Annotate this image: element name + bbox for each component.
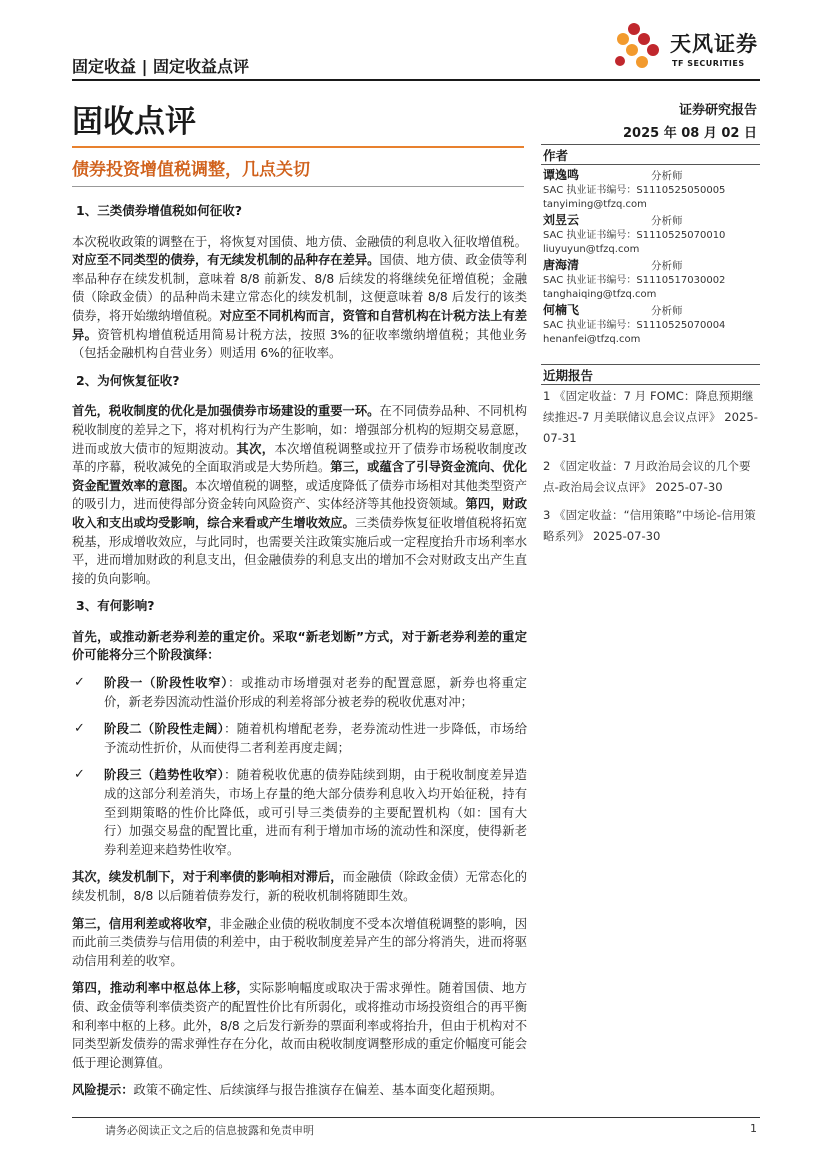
subtitle-rule bbox=[72, 186, 524, 187]
text-run: 实际影响幅度或取决于需求弹性。随着国债、地方债、政金债等利率债类资产的配置性价比有所弱化，或将推动市场投资组合的再平衡和利率中枢的上移。此外，8/8 之后发行新券的票面利率或将抬升，但由于机构对不同类型新发债券的需求弹性存在分化，故而由税收制度调整形成的重定价幅度可能会低于理论测算值。 bbox=[72, 981, 527, 1070]
author-email[interactable]: tanghaiqing@tfzq.com bbox=[543, 289, 657, 300]
bold-run: 其次， bbox=[236, 441, 275, 456]
author-cert: SAC 执业证书编号：S1110525070004 bbox=[543, 320, 726, 331]
author-entry bbox=[543, 168, 761, 212]
logo-english-name: TF SECURITIES bbox=[672, 59, 745, 68]
text-run: ：或推动市场增强对老券的配置意愿，新券也将重定价，新老券因流动性溢价形成的利差将部分被老券的税收优惠对冲； bbox=[104, 676, 527, 709]
bold-run: 第三，信用利差或将收窄， bbox=[72, 916, 220, 931]
recent-reports-heading: 近期报告 bbox=[543, 368, 594, 383]
bold-run: 对应至不同机构而言，资管和自营机构在计税方法上有差异。 bbox=[72, 308, 528, 342]
checkmark-icon: ✓ bbox=[74, 675, 85, 691]
author-name: 何楠飞 bbox=[543, 303, 580, 317]
bold-run: 第三，或蕴含了引导资金流向、优化资金配置效率的意图。 bbox=[72, 460, 528, 493]
author-role: 分析师 bbox=[651, 215, 683, 227]
section-heading-1: 1、三类债券增值税如何征收? bbox=[76, 203, 242, 218]
list-item bbox=[72, 674, 527, 711]
bold-run: 第四，推动利率中枢总体上移， bbox=[72, 981, 250, 996]
author-email[interactable]: tanyiming@tfzq.com bbox=[543, 199, 647, 210]
author-role: 分析师 bbox=[651, 305, 683, 317]
bold-run: 第四，财政收入和支出或均受影响，综合来看或产生增收效应。 bbox=[72, 497, 528, 530]
header-rule bbox=[72, 79, 760, 81]
report-type: 证券研究报告 bbox=[678, 103, 757, 118]
logo-mark-icon bbox=[612, 22, 668, 70]
report-subtitle: 债券投资增值税调整，几点关切 bbox=[72, 160, 310, 180]
text-run: 本次增值税的调整，或适度降低了债券市场相对其他类型资产的吸引力，进而使得部分资金转向风险资产、实体经济等其他投资领域。 bbox=[72, 478, 528, 512]
checkmark-icon: ✓ bbox=[74, 767, 85, 783]
bold-run: 阶段二（阶段性走阔） bbox=[104, 722, 225, 737]
section-heading-3: 3、有何影响? bbox=[76, 598, 155, 614]
recent-reports-list bbox=[543, 386, 761, 554]
author-entry bbox=[543, 258, 761, 302]
author-name: 刘昱云 bbox=[543, 213, 580, 227]
paragraph-1 bbox=[72, 233, 527, 363]
recent-heading-rule bbox=[541, 384, 760, 385]
text-run: 在不同债券品种、不同机构税收制度的差异之下，将对机构行为产生影响，如：增强部分机构的短期交易意愿，进而或放大债市的短期波动。 bbox=[72, 404, 528, 456]
section-heading-2: 2、为何恢复征收? bbox=[76, 372, 180, 388]
text-run: 国债、地方债、政金债等利率品种存在续发机制，意味着 8/8 前新发、8/8 后续发的将继续免征增值税；金融债（除政金债）的品种尚未建立常态化的续发机制，这便意味着 8/8 后发行的该类债券，将开始缴纳增值税。 bbox=[72, 253, 528, 323]
footer-rule bbox=[72, 1117, 760, 1118]
paragraph-6 bbox=[72, 979, 527, 1072]
bold-run: 首先，税收制度的优化是加强债券市场建设的重要一环。 bbox=[72, 404, 380, 419]
bold-run: 阶段三（趋势性收窄） bbox=[104, 768, 225, 783]
recent-report-item[interactable]: 2 《固定收益：7 月政治局会议的几个要点-政治局会议点评》 2025-07-30 bbox=[543, 459, 751, 494]
report-date: 2025 年 08 月 02 日 bbox=[623, 126, 757, 141]
main-content bbox=[72, 198, 527, 1109]
list-item bbox=[72, 720, 527, 757]
text-run: 非金融企业债的税收制度不受本次增值税调整的影响，因而此前三类债券与信用债的利差中，由于税收制度差异产生的部分将消失，进而将驱动信用利差的收窄。 bbox=[72, 916, 528, 968]
text-run: 本次税收政策的调整在于，将恢复对国债、地方债、金融债的利息收入征收增值税。 bbox=[72, 234, 527, 249]
page-number: 1 bbox=[750, 1122, 757, 1135]
recent-report-item[interactable]: 3 《固定收益：“信用策略”中场论-信用策略系列》 2025-07-30 bbox=[543, 508, 756, 543]
authors-heading-rule bbox=[541, 164, 760, 165]
author-entry bbox=[543, 213, 761, 257]
title-rule bbox=[72, 146, 524, 148]
text-run: 而金融债（除政金债）无常态化的续发机制，8/8 以后随着债券发行，新的税收机制将随即生效。 bbox=[72, 870, 528, 903]
page-title: 固收点评 bbox=[72, 104, 196, 140]
text-run: 政策不确定性、后续演绎与报告推演存在偏差、基本面变化超预期。 bbox=[133, 1083, 503, 1098]
bold-run: 对应至不同类型的债券，有无续发机制的品种存在差异。 bbox=[72, 253, 380, 268]
text-run: ：随着机构增配老券，老券流动性进一步降低，市场给予流动性折价，从而使得二者利差再度走阔； bbox=[104, 722, 527, 755]
checkmark-icon: ✓ bbox=[74, 721, 85, 737]
paragraph-4 bbox=[72, 868, 527, 905]
text-run: ：随着税收优惠的债券陆续到期，由于税收制度差异造成的这部分利差消失，市场上存量的绝大部分债券利息收入均开始征税，持有至到期策略的性价比降低，或可引导三类债券的主要配置机构（如：国有大行）加强交易盘的配置比重，进而有利于增加市场的流动性和深度，使得新老券利差迎来趋势性收窄。 bbox=[104, 768, 527, 857]
author-role: 分析师 bbox=[651, 260, 683, 272]
author-entry bbox=[543, 303, 761, 347]
list-item bbox=[72, 766, 527, 859]
logo-chinese-name: 天风证券 bbox=[670, 32, 758, 56]
report-category: 固定收益 | 固定收益点评 bbox=[72, 57, 249, 76]
bold-run: 首先，或推动新老券利差的重定价。采取“新老划断”方式，对于新老券利差的重定价可能将分三个阶段演绎： bbox=[72, 629, 527, 663]
authors-top-rule bbox=[541, 144, 760, 145]
bold-run: 风险提示： bbox=[72, 1083, 134, 1098]
risk-warning bbox=[72, 1081, 527, 1100]
text-run: 三类债券恢复征收增值税将拓宽税基，形成增收效应，与此同时，也需要关注政策实施后或一定程度抬升市场利率水平，进而增加财政的利息支出，但金融债券的利息支出的增加不会对财政支出产生直接的负向影响。 bbox=[72, 515, 528, 586]
author-cert: SAC 执业证书编号：S1110525050005 bbox=[543, 185, 726, 196]
paragraph-3 bbox=[72, 628, 527, 665]
text-run: 资管机构增值税适用简易计税方法，按照 3%的征收率缴纳增值税；其他业务（包括金融机构自营业务）则适用 6%的征收率。 bbox=[72, 327, 527, 361]
author-name: 唐海清 bbox=[543, 258, 580, 272]
bold-run: 阶段一（阶段性收窄） bbox=[104, 676, 229, 691]
bold-run: 其次，续发机制下，对于利率债的影响相对滞后， bbox=[72, 870, 343, 885]
footer-disclaimer: 请务必阅读正文之后的信息披露和免责申明 bbox=[105, 1124, 314, 1137]
text-run: 本次增值税调整或拉开了债券市场税收制度改革的序幕，税收减免的全面取消或是大势所趋。 bbox=[72, 441, 527, 475]
company-logo bbox=[612, 22, 762, 70]
recent-report-item[interactable]: 1 《固定收益：7 月 FOMC：降息预期继续推迟-7 月美联储议息会议点评》 2025-07-31 bbox=[543, 389, 758, 445]
authors-heading: 作者 bbox=[543, 148, 569, 163]
author-cert: SAC 执业证书编号：S1110525070010 bbox=[543, 230, 726, 241]
paragraph-5 bbox=[72, 915, 527, 971]
author-email[interactable]: liuyuyun@tfzq.com bbox=[543, 244, 640, 255]
author-cert: SAC 执业证书编号：S1110517030002 bbox=[543, 275, 726, 286]
paragraph-2 bbox=[72, 402, 527, 588]
recent-top-rule bbox=[541, 364, 760, 365]
author-role: 分析师 bbox=[651, 170, 683, 182]
author-email[interactable]: henanfei@tfzq.com bbox=[543, 334, 641, 345]
author-name: 谭逸鸣 bbox=[543, 168, 580, 182]
